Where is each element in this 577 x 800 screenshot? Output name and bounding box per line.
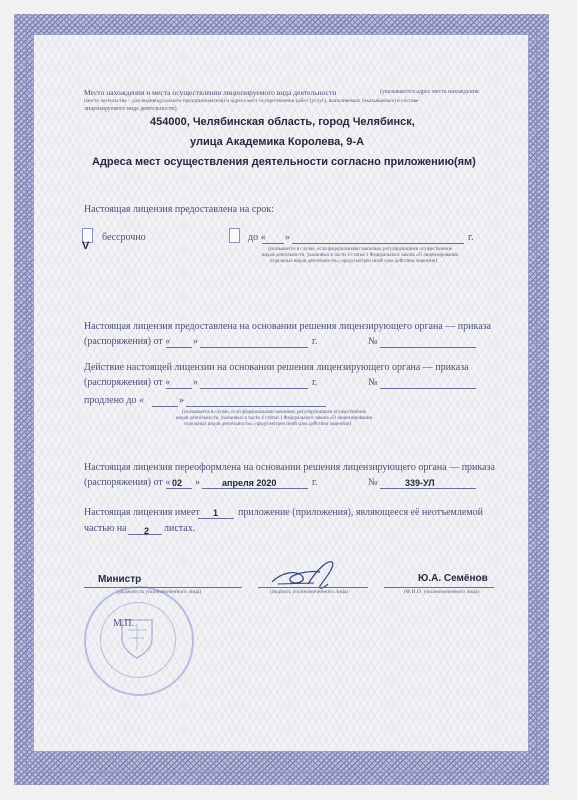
reissued-line-2-prefix: (распоряжения) от «: [84, 477, 171, 488]
place-note-3: лицензируемого вида деятельности): [84, 106, 177, 112]
seal-place-label: М.П.: [113, 618, 135, 629]
position-line: [84, 587, 242, 588]
reissued-date-line: [202, 488, 308, 489]
position: Министр: [98, 574, 142, 585]
place-note-2: (место жительства – для индивидуального предпринимателя) и адреса мест осуществления работ (услуг), выполняемых (оказываемых) в составе: [84, 98, 419, 104]
extended-day-line: [166, 388, 192, 389]
address-line-3: Адреса мест осуществления деятельности согласно приложению(ям): [92, 156, 476, 168]
basis-mid: »: [193, 336, 198, 347]
extended-line-2-prefix: (распоряжения) от «: [84, 377, 171, 388]
check-mark: V: [82, 240, 90, 252]
basis-date-line: [200, 347, 308, 348]
signer-name: Ю.А. Семёнов: [418, 573, 488, 584]
extended-until-date-line: [186, 406, 326, 407]
basis-number-line: [380, 347, 476, 348]
until-prefix: до «: [248, 232, 266, 243]
until-mid: »: [285, 232, 290, 243]
extended-note-1: (указывается в случае, если федеральными законами, регулирующими осуществление: [182, 410, 366, 415]
signature-note: (подпись уполномоченного лица): [270, 589, 349, 595]
extended-date-line: [200, 388, 308, 389]
appendix-sheets: 2: [144, 526, 150, 536]
place-label: Место нахождения и места осуществления лицензируемого вида деятельности: [84, 88, 337, 97]
basis-line-2-prefix: (распоряжения) от «: [84, 336, 171, 347]
term-label: Настоящая лицензия предоставлена на срок:: [84, 204, 274, 215]
place-note-1: (указываются адрес места нахождения: [380, 89, 479, 95]
name-note: (Ф.И.О. уполномоченного лица): [404, 589, 480, 595]
extended-num: №: [368, 377, 378, 388]
appendix-line-1-suffix: приложение (приложения), являющееся её неотъемлемой: [238, 507, 483, 518]
reissued-line-1: Настоящая лицензия переоформлена на основании решения лицензирующего органа — приказа: [84, 462, 495, 473]
reissued-year: г.: [312, 477, 318, 488]
basis-year: г.: [312, 336, 318, 347]
position-note: (должность уполномоченного лица): [117, 589, 202, 595]
extended-year: г.: [312, 377, 318, 388]
address-line-1: 454000, Челябинская область, город Челябинск,: [150, 116, 415, 128]
reissued-day: 02: [172, 478, 183, 488]
extended-note-3: отдельных видов деятельности», предусмотрен иной срок действия лицензии): [184, 422, 352, 427]
reissued-num: №: [368, 477, 378, 488]
basis-day-line: [166, 347, 192, 348]
appendix-count-line: [198, 518, 234, 519]
until-checkbox: [229, 228, 240, 243]
term-note-3: отдельных видов деятельности», предусмотрен иной срок действия лицензии): [270, 259, 438, 264]
appendix-line-2-suffix: листах.: [164, 523, 196, 534]
extended-until-day-line: [152, 406, 178, 407]
reissued-number: 339-УЛ: [405, 478, 435, 488]
reissued-number-line: [380, 488, 476, 489]
until-year: г.: [468, 232, 474, 243]
appendix-count: 1: [213, 508, 219, 518]
extended-line-1: Действие настоящей лицензии на основании решения лицензирующего органа — приказа: [84, 362, 469, 373]
reissued-mid: »: [195, 477, 200, 488]
term-note-2: видов деятельности, указанных в части 4 статьи 1 Федерального закона «О лицензировании: [262, 253, 459, 258]
until-date-line: [292, 243, 464, 244]
basis-num: №: [368, 336, 378, 347]
extended-note-2: видов деятельности, указанных в части 4 статьи 1 Федерального закона «О лицензировании: [176, 416, 373, 421]
reissued-month-year: апреля 2020: [222, 478, 277, 488]
basis-line-1: Настоящая лицензия предоставлена на основании решения лицензирующего органа — приказа: [84, 321, 492, 332]
extended-until-prefix: продлено до «: [84, 395, 145, 406]
extended-number-line: [380, 388, 476, 389]
name-line: [384, 587, 494, 588]
term-note-1: (указывается в случае, если федеральными законами, регулирующими осуществление: [268, 247, 452, 252]
appendix-line-1-prefix: Настоящая лицензия имеет: [84, 507, 200, 518]
extended-until-mid: »: [179, 395, 184, 406]
indefinite-label: бессрочно: [102, 232, 146, 243]
address-line-2: улица Академика Королева, 9-А: [190, 136, 365, 148]
until-day-line: [262, 243, 284, 244]
reissued-day-line: [166, 488, 192, 489]
signature-line: [258, 587, 368, 588]
extended-mid: »: [193, 377, 198, 388]
appendix-line-2-prefix: частью на: [84, 523, 127, 534]
